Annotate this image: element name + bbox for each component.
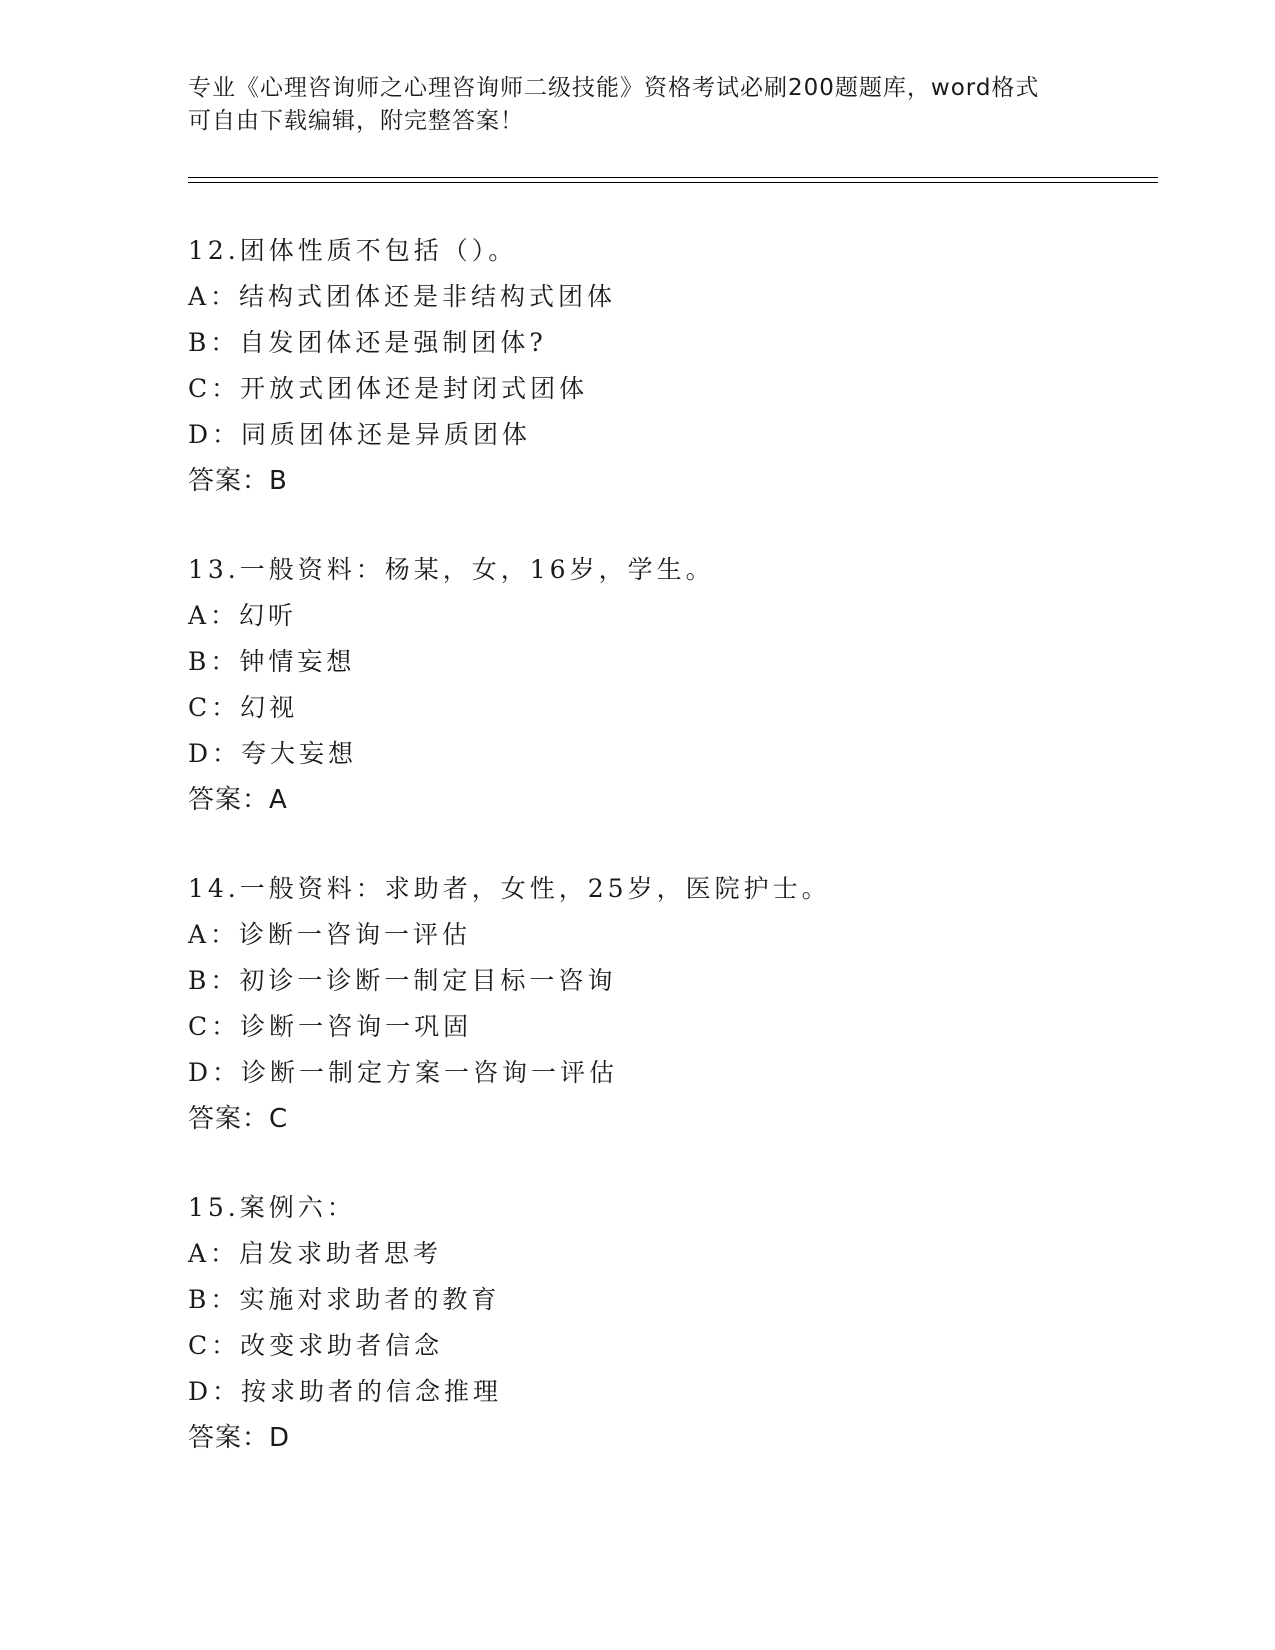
option-d: D：按求助者的信念推理	[188, 1377, 503, 1406]
question-12	[188, 228, 1138, 504]
question-stem: 12.团体性质不包括（）。	[188, 236, 518, 265]
answer: 答案：A	[188, 785, 288, 815]
option-c: C：幻视	[188, 693, 299, 722]
option-c: C：诊断一咨询一巩固	[188, 1012, 473, 1041]
question-14	[188, 866, 1138, 1142]
header-title-line-2: 可自由下载编辑，附完整答案！	[188, 108, 524, 134]
option-a: A：诊断一咨询一评估	[188, 920, 472, 949]
question-stem: 13.一般资料：杨某，女，16岁，学生。	[188, 555, 715, 584]
header-divider-top	[188, 177, 1158, 178]
option-a: A：启发求助者思考	[188, 1239, 443, 1268]
answer: 答案：D	[188, 1423, 291, 1453]
option-d: D：夸大妄想	[188, 739, 358, 768]
option-d: D：诊断一制定方案一咨询一评估	[188, 1058, 619, 1087]
option-d: D：同质团体还是异质团体	[188, 420, 532, 449]
option-b: B：初诊一诊断一制定目标一咨询	[188, 966, 617, 995]
option-c: C：改变求助者信念	[188, 1331, 444, 1360]
question-stem: 15.案例六：	[188, 1193, 356, 1222]
option-c: C：开放式团体还是封闭式团体	[188, 374, 589, 403]
option-a: A：幻听	[188, 601, 298, 630]
header-title-line-1: 专业《心理咨询师之心理咨询师二级技能》资格考试必刷200题题库，word格式	[188, 75, 1040, 101]
option-b: B：钟情妄想	[188, 647, 356, 676]
option-b: B：自发团体还是强制团体?	[188, 328, 547, 357]
answer: 答案：B	[188, 466, 288, 496]
header-divider-bottom	[188, 182, 1158, 183]
document-header	[188, 72, 1088, 138]
option-b: B：实施对求助者的教育	[188, 1285, 501, 1314]
question-stem: 14.一般资料：求助者，女性，25岁，医院护士。	[188, 874, 831, 903]
question-15	[188, 1185, 1138, 1461]
option-a: A：结构式团体还是非结构式团体	[188, 282, 617, 311]
question-13	[188, 547, 1138, 823]
answer: 答案：C	[188, 1104, 289, 1134]
